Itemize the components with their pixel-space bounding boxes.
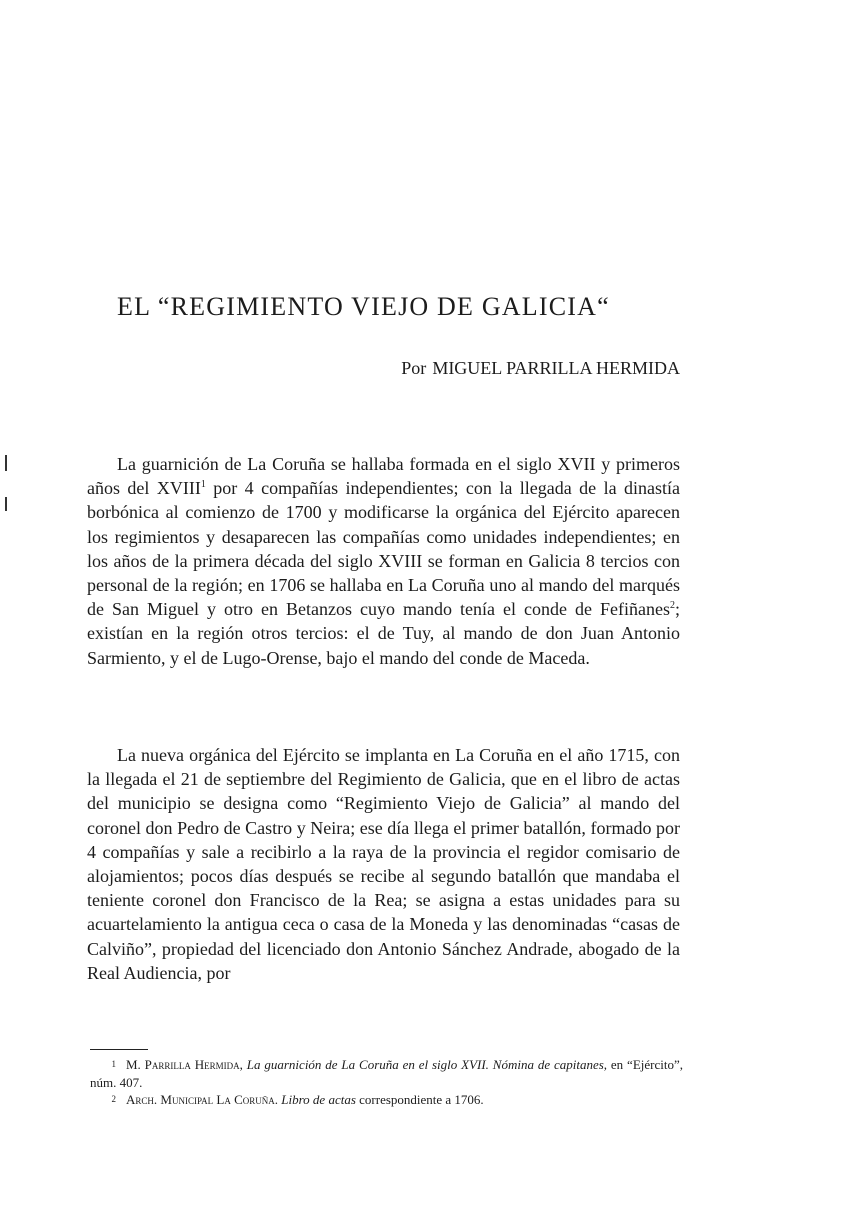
paragraph-text: La nueva orgánica del Ejército se implanta en La Coruña en el año 1715, con la llegada el 21 de septiembre del Regimiento de Galicia, que en el libro de actas del municipio se designa como “Regimiento Viejo de Galicia” al mando del coronel don Pedro de Castro y Neira; ese día llega el primer batallón, formado por 4 compañías y sale a recibirlo a la raya de la provincia el regidor comisario de alojamientos; pocos días después se recibe al segundo batallón que mandaba el teniente coronel don Francisco de la Rea; se asigna a estas unidades para su acuartelamiento la antigua ceca o casa de la Moneda y las denominadas “casas de Calviño”, propiedad del licenciado don Antonio Sánchez Andrade, abogado de la Real Audiencia, por	[87, 745, 680, 983]
article-title: EL “REGIMIENTO VIEJO DE GALICIA“	[117, 292, 610, 321]
body-paragraph-1	[87, 452, 680, 670]
paragraph-text	[87, 452, 680, 670]
footnote-work: La guarnición de La Coruña en el siglo XVII. Nómina de capitanes,	[246, 1057, 608, 1072]
paragraph-segment: ; existían en la región otros tercios: el de Tuy, al mando de don Juan Antonio Sarmiento, y el de Lugo-Orense, bajo el mando del conde de Maceda.	[87, 599, 680, 668]
footnote-divider	[90, 1049, 148, 1050]
footnote-work: Libro de actas	[281, 1092, 356, 1107]
footnote-number: 2	[111, 1094, 116, 1104]
paragraph-segment: La guarnición de La Coruña se hallaba formada en el siglo XVII y primeros años del XVIII	[87, 454, 680, 499]
footnote-1	[90, 1056, 683, 1091]
byline-prefix: Por	[401, 358, 427, 378]
footnote-ref[interactable]: 1	[200, 479, 206, 491]
footnote-rest: correspondiente a 1706.	[355, 1092, 484, 1107]
margin-mark	[5, 497, 7, 511]
author-name: MIGUEL PARRILLA HERMIDA	[432, 358, 680, 378]
margin-mark	[5, 455, 7, 471]
footnote-author: M. Parrilla Hermida,	[126, 1057, 243, 1072]
footnote-rest: en “Ejército”, núm. 407.	[90, 1057, 683, 1090]
footnote-2	[90, 1091, 683, 1109]
footnotes	[90, 1056, 683, 1109]
footnote-number: 1	[111, 1059, 116, 1069]
body-paragraph-2	[87, 743, 680, 985]
paragraph-segment: por 4 compañías independientes; con la llegada de la dinastía borbónica al comienzo de 1700 y modificarse la orgánica del Ejército aparecen los regimientos y desaparecen las compañías como unidades independientes; en los años de la primera década del siglo XVIII se forman en Galicia 8 tercios con personal de la región; en 1706 se hallaba en La Coruña uno al mando del marqués de San Miguel y otro en Betanzos cuyo mando tenía el conde de Fefiñanes	[87, 478, 680, 620]
footnote-author: Arch. Municipal La Coruña.	[126, 1092, 278, 1107]
byline	[340, 358, 680, 379]
footnote-ref[interactable]: 2	[669, 600, 675, 612]
